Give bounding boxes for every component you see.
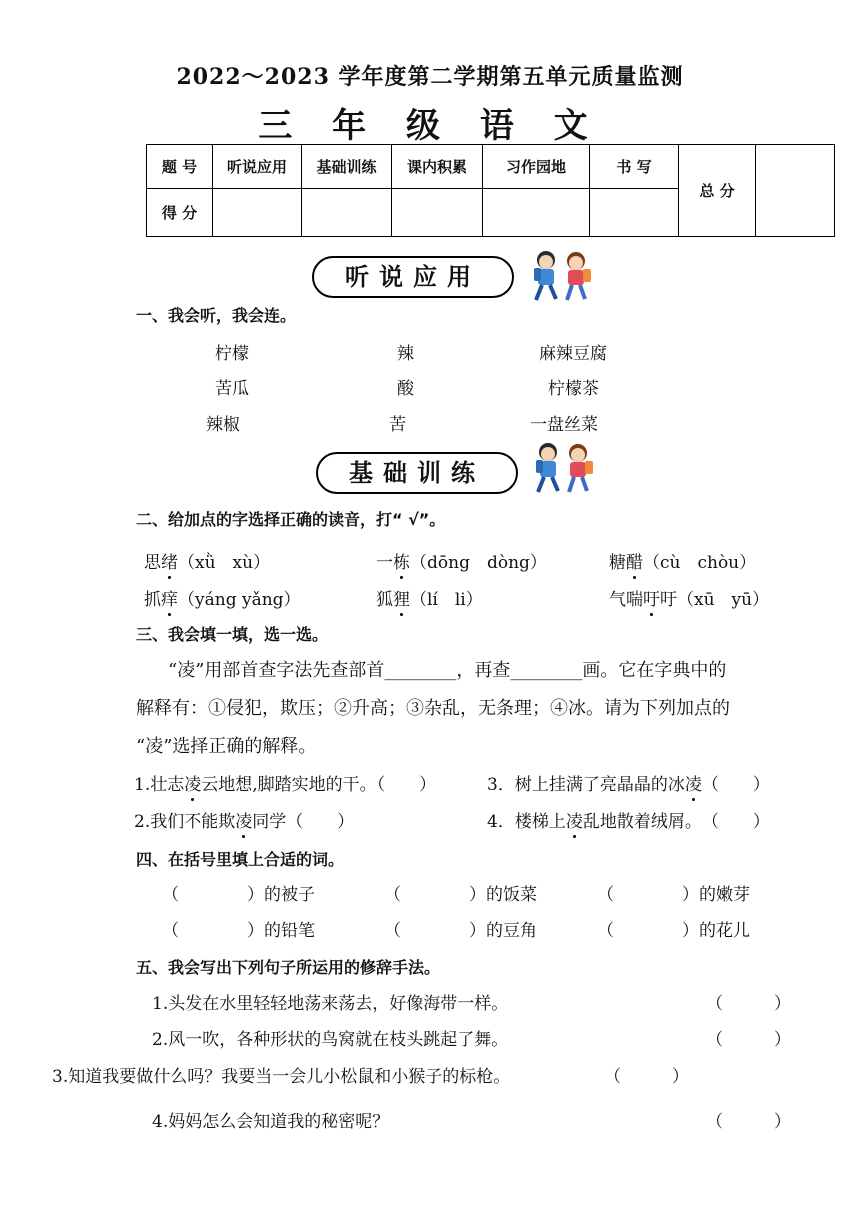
- students-running-icon: [524, 440, 602, 498]
- q5-title: 五、我会写出下列句子所运用的修辞手法。: [136, 958, 441, 977]
- q3-sentence-4[interactable]: 4．楼梯上凌乱地散着绒屑。 （ ）: [487, 807, 770, 832]
- q2-item[interactable]: 狐狸（lí li）: [376, 585, 483, 610]
- q1-col2-item[interactable]: 辣: [397, 344, 414, 364]
- score-cell-accumulation[interactable]: [392, 189, 483, 237]
- q1-col2-item[interactable]: 苦: [389, 415, 406, 435]
- q1-col3-item[interactable]: 柠檬茶: [548, 379, 599, 399]
- q5-sentence: 3.知道我要做什么吗？我要当一会儿小松鼠和小猴子的标枪。: [52, 1067, 511, 1087]
- score-cell-handwriting[interactable]: [590, 189, 679, 237]
- q3-sentence-3[interactable]: 3．树上挂满了亮晶晶的冰凌（ ）: [487, 770, 770, 795]
- score-cell-basics[interactable]: [302, 189, 392, 237]
- q5-answer-blank[interactable]: （ ）: [604, 1067, 689, 1087]
- q1-col1-item[interactable]: 柠檬: [215, 344, 249, 364]
- q2-title: 二、给加点的字选择正确的读音，打“ √”。: [136, 510, 446, 529]
- q3-paragraph: “凌”选择正确的解释。: [136, 736, 317, 757]
- q3-paragraph: 解释有：①侵犯，欺压；②升高；③杂乱，无条理；④冰。请为下列加点的: [136, 698, 730, 719]
- q1-title: 一、我会听，我会连。: [136, 306, 297, 325]
- score-table: [146, 144, 835, 237]
- score-total-label: 总 分: [679, 145, 756, 237]
- q1-col1-item[interactable]: 辣椒: [206, 415, 240, 435]
- q2-item[interactable]: 糖醋（cù chòu）: [609, 548, 756, 573]
- q4-blank[interactable]: （ ）的被子: [162, 885, 315, 905]
- q5-answer-blank[interactable]: （ ）: [706, 1112, 791, 1132]
- q1-col3-item[interactable]: 麻辣豆腐: [539, 344, 607, 364]
- exam-subtitle: 三 年 级 语 文: [258, 106, 602, 146]
- score-header-basics: 基础训练: [302, 145, 392, 189]
- q1-col1-item[interactable]: 苦瓜: [215, 379, 249, 399]
- students-running-icon: [522, 248, 600, 306]
- q1-col3-item[interactable]: 一盘丝菜: [530, 415, 598, 435]
- score-header-writing: 习作园地: [483, 145, 590, 189]
- score-header-accumulation: 课内积累: [392, 145, 483, 189]
- q3-paragraph: “凌”用部首查字法先查部首________，再查________画。它在字典中的: [168, 660, 727, 681]
- q2-item[interactable]: 思绪（xǜ xù）: [144, 548, 270, 573]
- q5-sentence: 2.风一吹，各种形状的鸟窝就在枝头跳起了舞。: [152, 1030, 509, 1050]
- score-cell-writing[interactable]: [483, 189, 590, 237]
- score-header-listening: 听说应用: [213, 145, 302, 189]
- section-banner-basics: 基础训练: [316, 452, 518, 494]
- score-header-number: 题 号: [147, 145, 213, 189]
- q4-blank[interactable]: （ ）的饭菜: [384, 885, 537, 905]
- q2-item[interactable]: 气喘吁吁（xū yū）: [609, 585, 769, 610]
- exam-title: 2022～2023 学年度第二学期第五单元质量监测: [176, 64, 684, 90]
- score-cell-listening[interactable]: [213, 189, 302, 237]
- section-banner-listening: 听说应用: [312, 256, 514, 298]
- q5-answer-blank[interactable]: （ ）: [706, 1030, 791, 1050]
- q4-blank[interactable]: （ ）的嫩芽: [597, 885, 750, 905]
- q5-answer-blank[interactable]: （ ）: [706, 994, 791, 1014]
- q1-col2-item[interactable]: 酸: [397, 379, 414, 399]
- q2-item[interactable]: 抓痒（yáng yǎng）: [144, 585, 301, 610]
- q3-title: 三、我会填一填，选一选。: [136, 625, 329, 644]
- q3-sentence-2[interactable]: 2.我们不能欺凌同学（ ）: [134, 807, 354, 832]
- score-total-cell[interactable]: [756, 145, 835, 237]
- q3-sentence-1[interactable]: 1.壮志凌云地想,脚踏实地的干。（ ）: [134, 770, 436, 795]
- q4-blank[interactable]: （ ）的花儿: [597, 921, 750, 941]
- q5-sentence: 4.妈妈怎么会知道我的秘密呢？: [152, 1112, 390, 1132]
- q4-blank[interactable]: （ ）的铅笔: [162, 921, 315, 941]
- q4-blank[interactable]: （ ）的豆角: [384, 921, 537, 941]
- q2-item[interactable]: 一栋（dōng dòng）: [376, 548, 547, 573]
- q5-sentence: 1.头发在水里轻轻地荡来荡去，好像海带一样。: [152, 994, 509, 1014]
- score-header-handwriting: 书 写: [590, 145, 679, 189]
- score-row-label: 得 分: [147, 189, 213, 237]
- q4-title: 四、在括号里填上合适的词。: [136, 850, 345, 869]
